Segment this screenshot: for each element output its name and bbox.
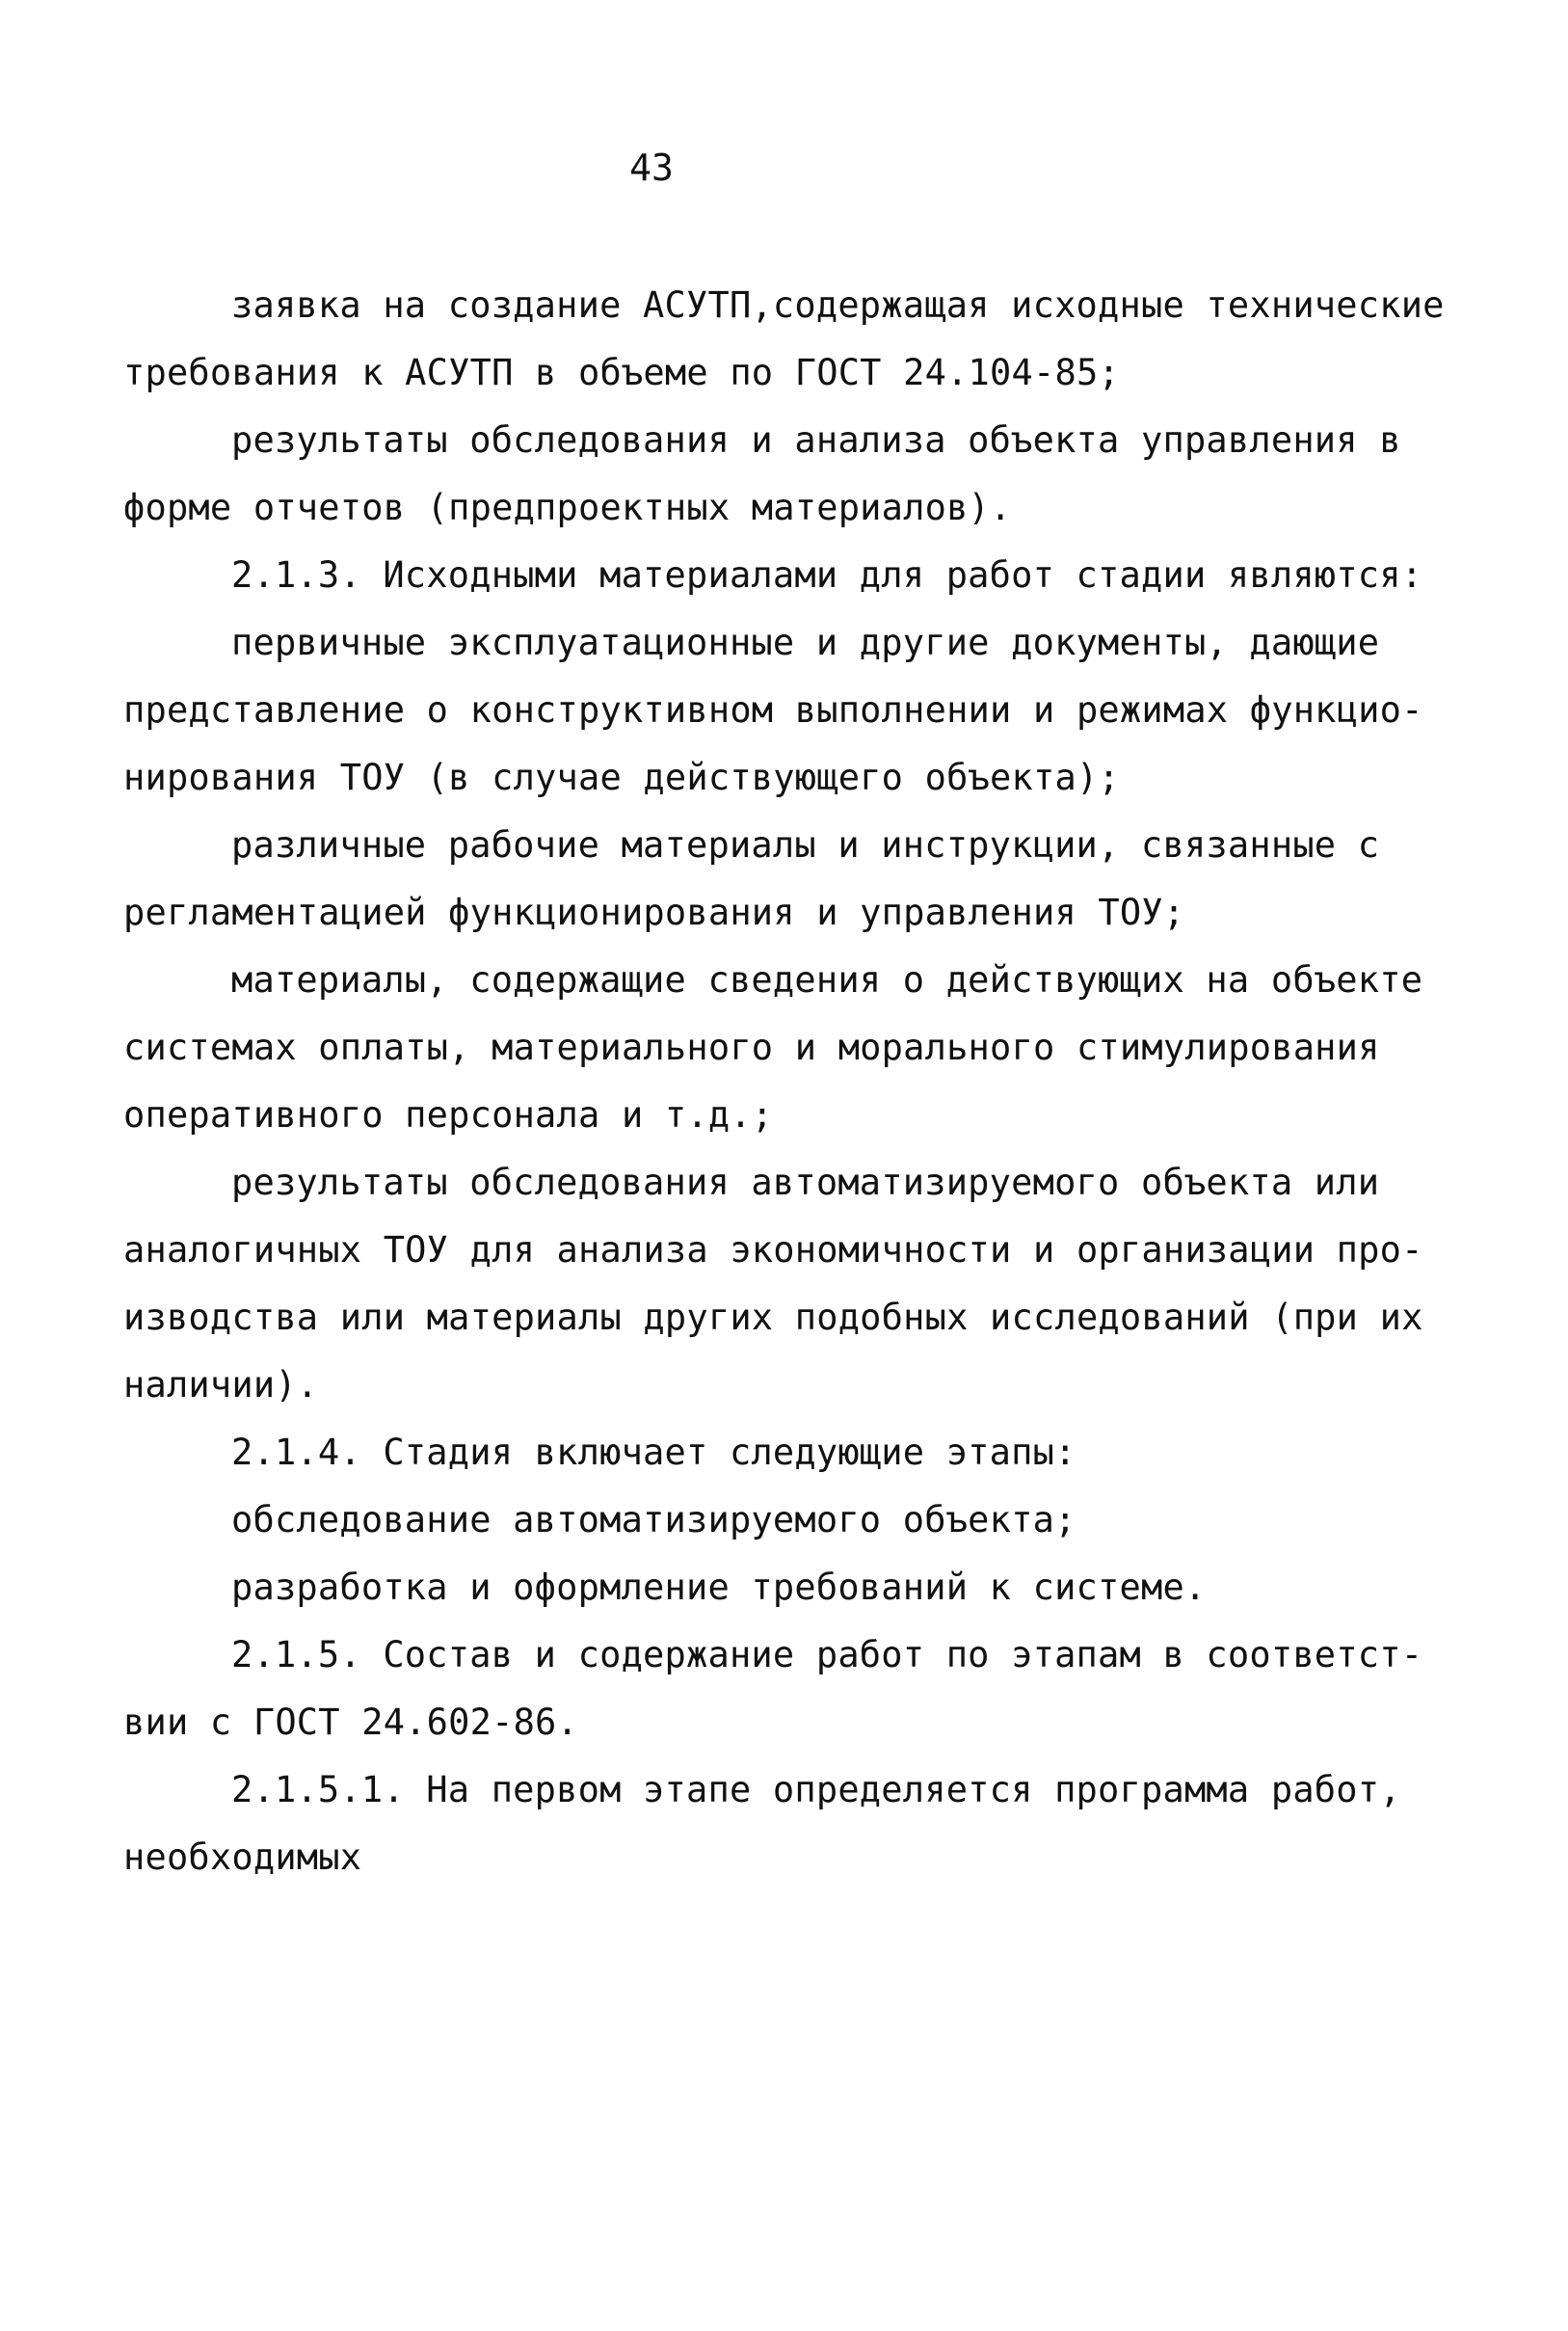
- text-line: различные рабочие материалы и инструкции, связанные с: [231, 824, 1380, 866]
- text-line: изводства или материалы других подобных исследований (при их: [123, 1297, 1423, 1338]
- text-line: разработка и оформление требований к системе.: [231, 1567, 1207, 1608]
- text-line: представление о конструктивном выполнении и режимах функцио-: [123, 689, 1423, 731]
- text-line: заявка на создание АСУТП,содержащая исходные технические: [231, 284, 1445, 326]
- text-line: требования к АСУТП в объеме по ГОСТ 24.104-85;: [123, 352, 1120, 393]
- text-line: 2.1.3. Исходными материалами для работ стадии являются:: [231, 554, 1423, 596]
- text-line: аналогичных ТОУ для анализа экономичности и организации про-: [123, 1229, 1423, 1271]
- text-line: наличии).: [123, 1364, 319, 1406]
- text-line: нирования ТОУ (в случае действующего объекта);: [123, 757, 1120, 798]
- text-line: первичные эксплуатационные и другие документы, дающие: [231, 622, 1380, 663]
- text-line: системах оплаты, материального и морального стимулирования: [123, 1027, 1380, 1068]
- text-line: результаты обследования автоматизируемого объекта или: [231, 1162, 1380, 1203]
- text-line: оперативного персонала и т.д.;: [123, 1094, 774, 1136]
- text-line: результаты обследования и анализа объекта управления в: [231, 419, 1401, 461]
- text-line: необходимых: [123, 1836, 362, 1878]
- text-line: 2.1.5. Состав и содержание работ по этапам в соответст-: [231, 1634, 1423, 1675]
- page-number: 43: [629, 147, 674, 189]
- text-line: регламентацией функционирования и управления ТОУ;: [123, 892, 1185, 933]
- text-line: 2.1.4. Стадия включает следующие этапы:: [231, 1432, 1076, 1473]
- text-line: форме отчетов (предпроектных материалов).: [123, 487, 1012, 528]
- text-line: материалы, содержащие сведения о действующих на объекте: [231, 959, 1423, 1001]
- text-line: 2.1.5.1. На первом этапе определяется программа работ,: [231, 1769, 1401, 1810]
- text-line: вии с ГОСТ 24.602-86.: [123, 1701, 578, 1743]
- body-text: [123, 272, 1445, 1891]
- text-line: обследование автоматизируемого объекта;: [231, 1499, 1076, 1541]
